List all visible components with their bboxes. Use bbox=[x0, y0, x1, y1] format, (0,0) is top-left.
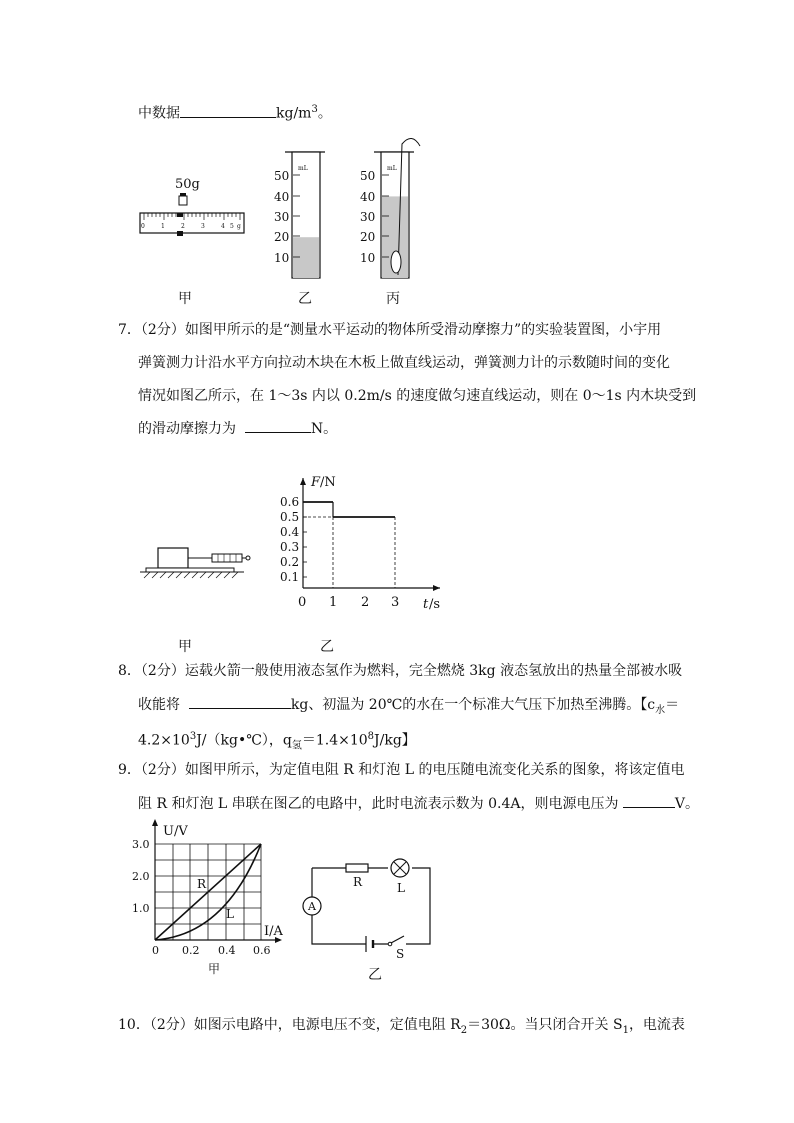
q9-line2-prefix: 阻 R 和灯泡 L 串联在图乙的电路中，此时电流表示数为 0.4A，则电源电压为 bbox=[138, 796, 619, 812]
q10-line-b: ＝30Ω。当只闭合开关 S bbox=[467, 1017, 623, 1033]
q7-y-tick-0.1: 0.1 bbox=[280, 570, 300, 584]
q9-x-tick-0.6: 0.6 bbox=[253, 944, 271, 957]
q7-line-3: 情况如图乙所示，在 1～3s 内以 0.2m/s 的速度做匀速直线运动，则在 0～1s 内木块受到 bbox=[138, 388, 697, 404]
q9-y-tick-labels bbox=[132, 838, 150, 915]
q8-line2-prefix: 收能将 bbox=[138, 697, 180, 713]
q7-y-arrow bbox=[300, 478, 306, 485]
q8-line-1: 8．（2分）运载火箭一般使用液态氢作为燃料，完全燃烧 3kg 液态氢放出的热量全部被水吸 bbox=[118, 663, 683, 679]
cylinder-b-figure bbox=[274, 152, 325, 278]
q10-line-1 bbox=[118, 1015, 685, 1041]
scale-rider-top bbox=[177, 213, 183, 217]
q9-x-tick-0: 0 bbox=[152, 944, 159, 957]
q9-y-arrow bbox=[152, 819, 158, 826]
q8-sub-water: 水 bbox=[655, 704, 666, 716]
cylinder-b-label-20: 20 bbox=[274, 230, 290, 244]
cylinder-b-label-10: 10 bbox=[274, 251, 290, 265]
q8-line2-rest: kg、初温为 20℃的水在一个标准大气压下加热至沸腾。【c bbox=[290, 697, 656, 713]
scale-rider-bottom bbox=[177, 231, 183, 236]
q6-answer-line bbox=[138, 100, 332, 124]
scale-tick-3: 3 bbox=[201, 223, 205, 230]
q7-answer-blank[interactable] bbox=[245, 418, 311, 433]
spring-scale bbox=[212, 554, 242, 562]
q7-y-tick-marks bbox=[303, 502, 307, 577]
scale-tick-5: 5 bbox=[230, 223, 234, 230]
q7-y-tick-0.6: 0.6 bbox=[280, 495, 300, 509]
q7-y-label-var: F bbox=[311, 475, 321, 490]
cylinder-b-label-50: 50 bbox=[274, 169, 290, 183]
scale-tick-1: 1 bbox=[161, 223, 165, 230]
balance-scale-figure bbox=[140, 177, 244, 236]
q7-force-time-graph bbox=[275, 470, 455, 615]
q9-x-tick-labels bbox=[152, 944, 271, 957]
cylinder-b-liquid bbox=[293, 237, 319, 278]
q7-apparatus-figure bbox=[140, 540, 260, 580]
q7-x-tick-3: 3 bbox=[391, 595, 400, 610]
q9-x-tick-0.4: 0.4 bbox=[218, 944, 236, 957]
q7-x-tick-0: 0 bbox=[298, 595, 307, 610]
q7-y-tick-0.2: 0.2 bbox=[280, 555, 300, 569]
q9-line-1: 9．（2分）如图甲所示，为定值电阻 R 和灯泡 L 的电压随电流变化关系的图象，将该定值电 bbox=[118, 762, 685, 778]
q7-x-label-var: t bbox=[423, 597, 429, 612]
q9-y-tick-2: 2.0 bbox=[132, 870, 150, 883]
q7-y-tick-0.3: 0.3 bbox=[280, 540, 300, 554]
weight-block bbox=[179, 196, 187, 205]
q9-y-tick-1: 1.0 bbox=[132, 902, 150, 915]
q9-caption-b: 乙 bbox=[368, 967, 382, 983]
q6-caption-a: 甲 bbox=[178, 291, 192, 307]
q7-line-2: 弹簧测力计沿水平方向拉动木块在木板上做直线运动，弹簧测力计的示数随时间的变化 bbox=[138, 355, 670, 371]
cylinder-c-label-20: 20 bbox=[360, 230, 376, 244]
q9-y-tick-3: 3.0 bbox=[132, 838, 150, 851]
q10-line-a: 10．（2分）如图示电路中，电源电压不变，定值电阻 R bbox=[118, 1017, 461, 1033]
q6-line-end: 。 bbox=[317, 105, 332, 122]
cylinder-c-label-10: 10 bbox=[360, 251, 376, 265]
q7-line-4 bbox=[138, 418, 337, 439]
q7-y-tick-0.4: 0.4 bbox=[280, 525, 300, 539]
cylinder-c-unit: mL bbox=[387, 165, 397, 172]
resistor-label: R bbox=[353, 875, 363, 889]
cylinder-c-label-30: 30 bbox=[360, 210, 376, 224]
q8-line3-d: J/kg】 bbox=[374, 732, 416, 749]
q9-circuit-diagram bbox=[298, 852, 438, 962]
q6-unit-exponent: 3 bbox=[311, 104, 318, 115]
q9-voltage-current-graph bbox=[130, 815, 295, 960]
lamp-label: L bbox=[397, 881, 405, 895]
q10-sub-r2: 2 bbox=[460, 1024, 468, 1036]
switch-label: S bbox=[396, 947, 405, 961]
q6-answer-blank[interactable] bbox=[180, 103, 276, 118]
q7-last-prefix: 的滑动摩擦力为 bbox=[138, 421, 236, 437]
cylinder-b-unit: mL bbox=[298, 165, 308, 172]
q8-exp1: 3 bbox=[189, 731, 197, 742]
q8-line3-a: 4.2×10 bbox=[138, 732, 190, 749]
sinker-object bbox=[391, 251, 401, 273]
q9-curve-r-label: R bbox=[197, 877, 207, 891]
cylinder-b-label-40: 40 bbox=[274, 190, 290, 204]
q9-x-tick-0.2: 0.2 bbox=[182, 944, 200, 957]
q7-y-tick-labels bbox=[280, 495, 299, 584]
q9-curve-l-label: L bbox=[226, 907, 234, 921]
q7-last-end: N。 bbox=[310, 421, 338, 437]
cylinder-c-label-40: 40 bbox=[360, 190, 376, 204]
q8-line-3 bbox=[138, 727, 416, 756]
cylinder-c-label-50: 50 bbox=[360, 169, 376, 183]
cylinder-b-labels bbox=[274, 169, 289, 265]
table-hatching bbox=[144, 572, 238, 578]
q9-answer-blank[interactable] bbox=[623, 793, 675, 808]
q7-caption-a: 甲 bbox=[178, 639, 192, 655]
q8-line-2 bbox=[138, 694, 679, 721]
q6-caption-c: 丙 bbox=[386, 291, 400, 307]
q7-x-label-unit: /s bbox=[429, 597, 441, 612]
wooden-block bbox=[158, 548, 188, 568]
weight-top bbox=[180, 193, 186, 196]
q9-line2-end: V。 bbox=[674, 796, 700, 812]
scale-tick-2: 2 bbox=[181, 223, 185, 230]
q7-x-tick-labels bbox=[298, 595, 399, 610]
q8-line3-b: J/（kg•℃），q bbox=[196, 732, 292, 749]
q9-y-label: U/V bbox=[163, 824, 188, 839]
q7-line-1: 7．（2分）如图甲所示的是“测量水平运动的物体所受滑动摩擦力”的实验装置图，小宇用 bbox=[118, 322, 662, 338]
ammeter-label: A bbox=[308, 900, 316, 913]
cylinder-c-labels bbox=[360, 169, 375, 265]
scale-tick-4: 4 bbox=[221, 223, 225, 230]
q6-caption-b: 乙 bbox=[298, 291, 312, 307]
cylinder-c-figure bbox=[360, 138, 420, 278]
q9-x-label: I/A bbox=[264, 924, 283, 939]
q9-line-2 bbox=[138, 793, 699, 814]
q10-line-c: ，电流表 bbox=[628, 1017, 685, 1033]
q7-x-arrow bbox=[433, 585, 440, 591]
q8-exp2: 8 bbox=[367, 731, 375, 742]
resistor-r bbox=[346, 864, 368, 872]
q8-answer-blank[interactable] bbox=[189, 694, 291, 709]
q6-line-unit: kg/m bbox=[276, 105, 312, 122]
q7-caption-b: 乙 bbox=[320, 639, 334, 655]
q8-sub-h: 氢 bbox=[291, 740, 302, 752]
q8-line3-c: ＝1.4×10 bbox=[301, 732, 368, 749]
wooden-board bbox=[146, 568, 234, 572]
q6-line-prefix: 中数据 bbox=[138, 105, 180, 122]
q7-y-label-unit: /N bbox=[320, 475, 336, 490]
scale-tick-g: g bbox=[237, 223, 241, 230]
scale-tick-0: 0 bbox=[141, 223, 145, 230]
switch-s bbox=[391, 936, 404, 943]
spring-scale-ring bbox=[246, 556, 250, 560]
q10-sub-s1: 1 bbox=[622, 1024, 629, 1036]
circuit-wires bbox=[312, 868, 430, 944]
q8-eq: ＝ bbox=[665, 697, 680, 713]
q7-x-tick-2: 2 bbox=[361, 595, 370, 610]
cylinder-b-label-30: 30 bbox=[274, 210, 290, 224]
q6-figures bbox=[130, 130, 430, 290]
q9-caption-a: 甲 bbox=[208, 962, 221, 976]
weight-label: 50g bbox=[175, 177, 200, 192]
q7-x-tick-1: 1 bbox=[329, 595, 338, 610]
q7-y-tick-0.5: 0.5 bbox=[280, 510, 300, 524]
